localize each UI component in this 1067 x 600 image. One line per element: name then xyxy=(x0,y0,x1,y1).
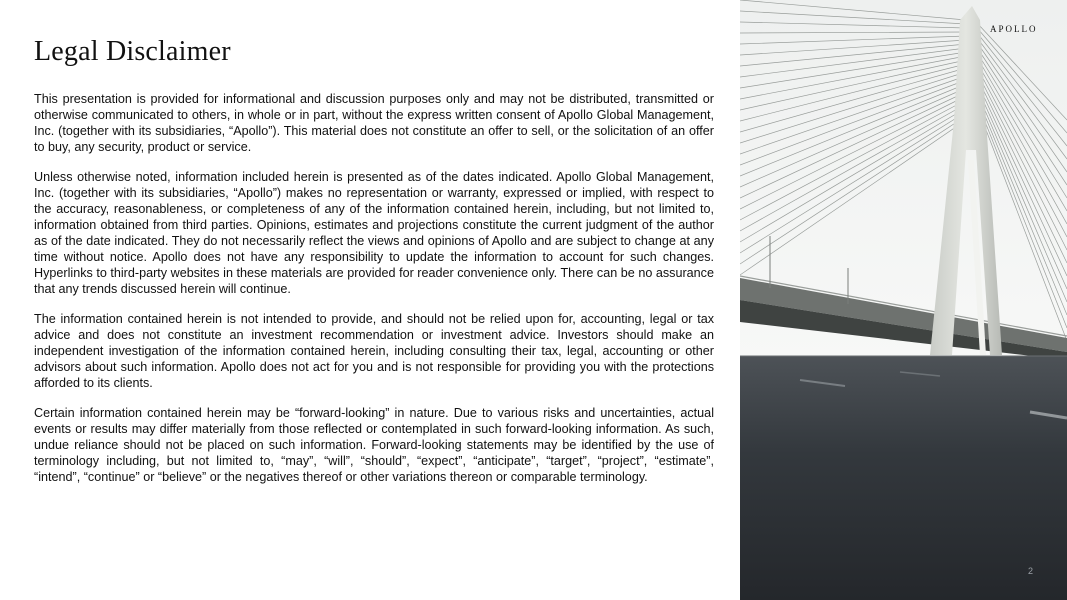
page-title: Legal Disclaimer xyxy=(34,36,231,67)
disclaimer-paragraph-3: The information contained herein is not intended to provide, and should not be relied upon for, accounting, legal or tax advice and does not constitute an investment recommendation or investment advice. Investors should make an independent investigation of the information contained herein, including consulting their tax, legal, accounting or other advisors about such information. Apollo does not act for you and is not responsible for providing you with the protections afforded to its clients. xyxy=(34,312,714,390)
disclaimer-paragraph-1: This presentation is provided for informational and discussion purposes only and may not be distributed, transmitted or otherwise communicated to others, in whole or in part, without the express written consent of Apollo Global Management, Inc. (together with its subsidiaries, “Apollo”). This material does not constitute an offer to sell, or the solicitation of an offer to buy, any security, product or service. xyxy=(34,92,714,154)
disclaimer-paragraph-4: Certain information contained herein may be “forward-looking” in nature. Due to various risks and uncertainties, actual events or results may differ materially from those reflected or contemplated in such forward-looking information. As such, undue reliance should not be placed on such information. Forward-looking statements may be identified by the use of terminology including, but not limited to, “may”, “will”, “should”, “expect”, “anticipate”, “target”, “project”, “estimate”, “intend”, “continue” or “believe” or the negatives thereof or other variations thereon or comparable terminology. xyxy=(34,406,714,484)
page-number: 2 xyxy=(1028,566,1034,576)
disclaimer-body xyxy=(34,91,714,499)
apollo-logo: APOLLO xyxy=(990,24,1038,34)
disclaimer-paragraph-2: Unless otherwise noted, information included herein is presented as of the dates indicated. Apollo Global Management, Inc. (together with its subsidiaries, “Apollo”) makes no representation or warranty, expressed or implied, with respect to the accuracy, reasonableness, or completeness of any of the information contained herein, including, but not limited to, information obtained from third parties. Opinions, estimates and projections constitute the current judgment of the author as of the date indicated. They do not necessarily reflect the views and opinions of Apollo and are subject to change at any time without notice. Apollo does not have any responsibility to update the information to account for such changes. Hyperlinks to third-party websites in these materials are provided for reader convenience only. There can be no assurance that any trends discussed herein will continue. xyxy=(34,170,714,296)
bridge-photo xyxy=(740,0,1067,600)
